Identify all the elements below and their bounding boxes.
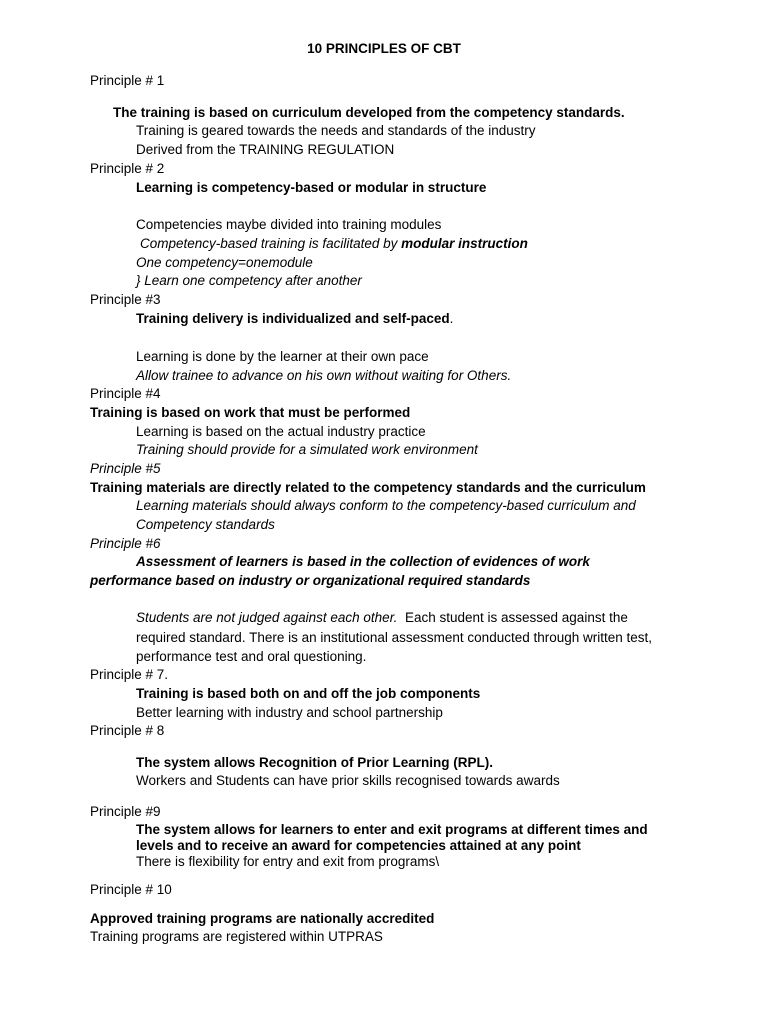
principle-3-detail: Learning is done by the learner at their own pace	[136, 349, 429, 364]
principle-1-heading: The training is based on curriculum developed from the competency standards.	[113, 105, 625, 120]
principle-1-label: Principle # 1	[90, 73, 165, 88]
principle-7-label: Principle # 7.	[90, 667, 169, 682]
principle-6-detail-text: Each student is assessed against the	[404, 610, 628, 625]
principle-2-detail	[140, 235, 528, 252]
principle-8-detail: Workers and Students can have prior skills recognised towards awards	[136, 773, 560, 788]
principle-10-label: Principle # 10	[90, 882, 172, 897]
principle-10-detail: Training programs are registered within UTPRAS	[90, 929, 383, 944]
principle-7-heading: Training is based both on and off the job components	[136, 686, 481, 701]
principle-6-detail: performance test and oral questioning.	[136, 649, 367, 664]
principle-9-detail: There is flexibility for entry and exit from programs\	[136, 854, 440, 869]
principle-6-detail-italic: Students are not judged against each other.	[136, 610, 398, 625]
principle-8-label: Principle # 8	[90, 723, 165, 738]
principle-4-detail: Learning is based on the actual industry practice	[136, 424, 426, 439]
principle-8-heading: The system allows Recognition of Prior Learning (RPL).	[136, 755, 494, 770]
principle-4-label: Principle #4	[90, 386, 161, 401]
principle-9-heading: The system allows for learners to enter and exit programs at different times and	[136, 822, 648, 837]
principle-3-label: Principle #3	[90, 292, 161, 307]
principle-1-detail: Training is geared towards the needs and standards of the industry	[136, 123, 536, 138]
principle-6-detail	[136, 609, 628, 626]
principle-2-detail: One competency=onemodule	[136, 255, 313, 270]
principle-2-detail: } Learn one competency after another	[136, 273, 362, 288]
principle-6-label: Principle #6	[90, 536, 161, 551]
principle-9-heading: levels and to receive an award for competencies attained at any point	[136, 838, 581, 853]
principle-6-heading: Assessment of learners is based in the collection of evidences of work	[136, 554, 590, 569]
principle-2-label: Principle # 2	[90, 161, 165, 176]
principle-3-heading-period: .	[449, 311, 454, 326]
principle-1-detail: Derived from the TRAINING REGULATION	[136, 142, 395, 157]
principle-9-label: Principle #9	[90, 804, 161, 819]
principle-2-heading: Learning is competency-based or modular in structure	[136, 180, 487, 195]
principle-2-detail: Competencies maybe divided into training modules	[136, 217, 442, 232]
principle-5-detail: Learning materials should always conform to the competency-based curriculum and	[136, 498, 636, 513]
principle-3-heading-text: Training delivery is individualized and self-paced	[136, 311, 450, 326]
principle-5-label: Principle #5	[90, 461, 161, 476]
principle-4-detail: Training should provide for a simulated work environment	[136, 442, 478, 457]
principle-7-detail: Better learning with industry and school partnership	[136, 705, 443, 720]
document-title: 10 PRINCIPLES OF CBT	[307, 41, 461, 56]
principle-10-heading: Approved training programs are nationally accredited	[90, 911, 435, 926]
principle-3-detail: Allow trainee to advance on his own without waiting for Others.	[136, 368, 512, 383]
principle-5-heading: Training materials are directly related to the competency standards and the curriculum	[90, 480, 646, 495]
principle-6-detail: required standard. There is an institutional assessment conducted through written test,	[136, 630, 653, 645]
principle-5-detail: Competency standards	[136, 517, 275, 532]
principle-2-detail-emphasis: modular instruction	[401, 236, 528, 251]
principle-3-heading	[136, 310, 453, 327]
principle-6-heading: performance based on industry or organizational required standards	[90, 573, 531, 588]
principle-2-detail-text: Competency-based training is facilitated by	[140, 236, 398, 251]
principle-4-heading: Training is based on work that must be performed	[90, 405, 411, 420]
